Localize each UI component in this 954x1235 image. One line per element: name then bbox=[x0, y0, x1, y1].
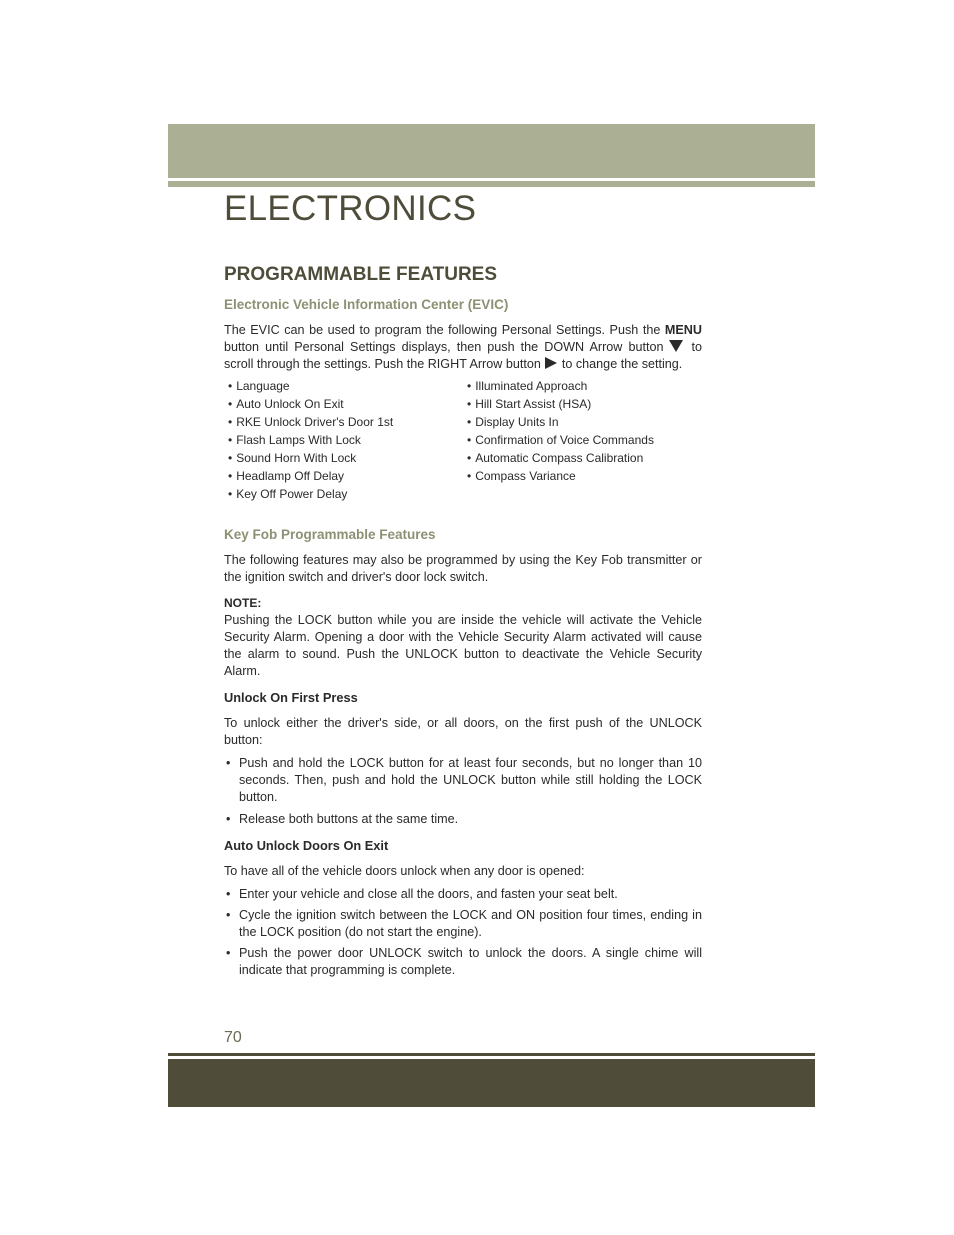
list-item: • Flash Lamps With Lock bbox=[228, 431, 467, 449]
unlock-first-press-heading: Unlock On First Press bbox=[224, 690, 358, 705]
features-left-column bbox=[224, 377, 467, 503]
list-item: • Enter your vehicle and close all the doors, and fasten your seat belt. bbox=[224, 886, 702, 903]
list-item: • Sound Horn With Lock bbox=[228, 449, 467, 467]
note-label: NOTE: bbox=[224, 596, 262, 610]
menu-label: MENU bbox=[664, 323, 702, 337]
list-item: • Headlamp Off Delay bbox=[228, 467, 467, 485]
unlock-first-press-intro: To unlock either the driver's side, or all doors, on the first push of the UNLOCK button: bbox=[224, 716, 702, 747]
evic-intro-part3: to scroll through the settings. Push the RIGHT Arrow button bbox=[224, 340, 702, 371]
auto-unlock-heading: Auto Unlock Doors On Exit bbox=[224, 838, 389, 853]
list-item: • Auto Unlock On Exit bbox=[228, 395, 467, 413]
header-band bbox=[168, 124, 815, 178]
right-arrow-icon bbox=[545, 357, 557, 369]
keyfob-heading: Key Fob Programmable Features bbox=[224, 527, 436, 542]
list-item: • Key Off Power Delay bbox=[228, 485, 467, 503]
list-item: • Automatic Compass Calibration bbox=[467, 449, 654, 467]
evic-heading: Electronic Vehicle Information Center (EVIC) bbox=[224, 297, 509, 312]
evic-intro-part1: The EVIC can be used to program the following Personal Settings. Push the bbox=[224, 323, 665, 337]
page-number: 70 bbox=[224, 1029, 242, 1046]
section-title: ELECTRONICS bbox=[224, 189, 477, 228]
personal-settings-list bbox=[224, 377, 702, 503]
keyfob-intro: The following features may also be programmed by using the Key Fob transmitter or the ignition switch and driver's door lock switch. bbox=[224, 553, 702, 584]
evic-intro-part4: to change the setting. bbox=[561, 357, 683, 371]
list-item: • Compass Variance bbox=[467, 467, 654, 485]
unlock-first-press-steps bbox=[224, 755, 702, 828]
evic-intro-part2: button until Personal Settings displays, then push the DOWN Arrow button bbox=[224, 340, 664, 354]
evic-intro bbox=[224, 322, 702, 373]
list-item: • Cycle the ignition switch between the LOCK and ON position four times, ending in the LOCK position (do not start the engine). bbox=[224, 907, 702, 941]
list-item: • Language bbox=[228, 377, 467, 395]
footer-band bbox=[168, 1059, 815, 1107]
list-item: • Illuminated Approach bbox=[467, 377, 654, 395]
list-item: • RKE Unlock Driver's Door 1st bbox=[228, 413, 467, 431]
note-text: Pushing the LOCK button while you are inside the vehicle will activate the Vehicle Security Alarm. Opening a door with the Vehicle Security Alarm activated will cause the alarm to sound. Push the UNLOCK button to deactivate the Vehicle Security Alarm. bbox=[224, 613, 702, 678]
list-item: • Confirmation of Voice Commands bbox=[467, 431, 654, 449]
down-arrow-icon bbox=[669, 340, 683, 352]
footer-stripe bbox=[168, 1053, 815, 1056]
header-stripe bbox=[168, 181, 815, 187]
list-item: • Release both buttons at the same time. bbox=[224, 811, 702, 828]
page-heading: PROGRAMMABLE FEATURES bbox=[224, 264, 498, 285]
list-item: • Push and hold the LOCK button for at least four seconds, but no longer than 10 seconds. Then, push and hold the UNLOCK button while still holding the LOCK button. bbox=[224, 755, 702, 806]
features-right-column bbox=[467, 377, 654, 503]
auto-unlock-steps bbox=[224, 886, 702, 979]
auto-unlock-intro: To have all of the vehicle doors unlock when any door is opened: bbox=[224, 864, 585, 878]
list-item: • Push the power door UNLOCK switch to unlock the doors. A single chime will indicate that programming is complete. bbox=[224, 945, 702, 979]
list-item: • Display Units In bbox=[467, 413, 654, 431]
page-content bbox=[224, 262, 702, 979]
list-item: • Hill Start Assist (HSA) bbox=[467, 395, 654, 413]
